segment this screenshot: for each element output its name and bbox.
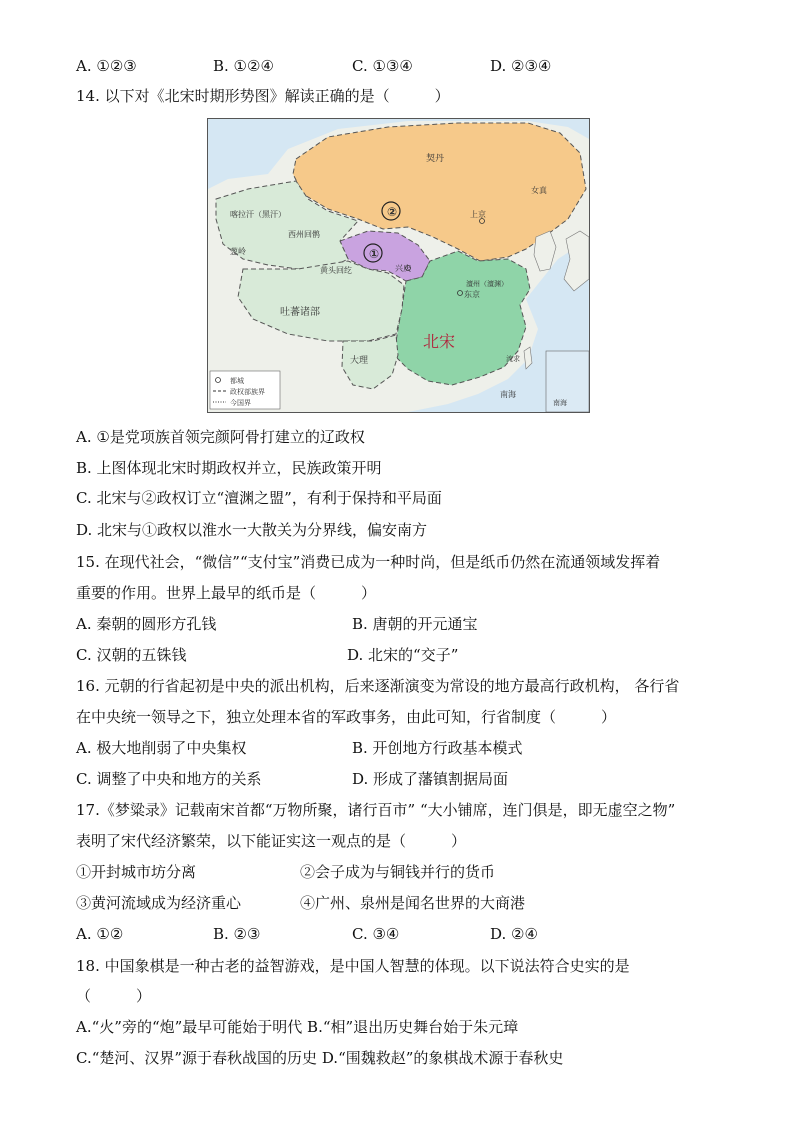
q17-statement-2: ②会子成为与铜钱并行的货币 [300, 863, 496, 881]
shangjing-label: 上京 [470, 210, 486, 219]
q15-option-d: D. 北宋的“交子” [347, 646, 459, 664]
q17-statement-3: ③黄河流域成为经济重心 [76, 894, 242, 912]
q17-option-b: B. ②③ [213, 925, 261, 943]
q15-option-c: C. 汉朝的五铢钱 [76, 646, 187, 664]
song-label: 北宋 [423, 332, 456, 351]
dali-label: 大理 [350, 356, 369, 366]
q17-stem-1: 17.《梦粱录》记载南宋首都“万物所聚，诸行百市” “大小铺席，连门俱是，即无虚空之物” [76, 801, 676, 819]
xizhou-label: 西州回鹘 [288, 230, 320, 239]
khitan-label: 契丹 [426, 154, 445, 164]
congling-label: 葱岭 [230, 247, 246, 256]
legend-modern-border: 今国界 [230, 399, 251, 407]
dongjing-label: 东京 [464, 290, 480, 299]
xingqing-label: 兴庆 [395, 264, 411, 273]
xia-marker: ① [369, 247, 380, 261]
q16-option-d: D. 形成了藩镇割据局面 [352, 770, 509, 788]
q13-option-b: B. ①②④ [213, 57, 274, 75]
q14-option-b: B. 上图体现北宋时期政权并立，民族政策开明 [76, 459, 382, 477]
nvzhen-label: 女真 [531, 186, 547, 195]
q13-option-a: A. ①②③ [76, 57, 137, 75]
q18-options-line-2: C.“楚河、汉界”源于春秋战国的历史 D.“围魏救赵”的象棋战术源于春秋史 [76, 1049, 564, 1067]
q18-options-line-1: A.“火”旁的“炮”最早可能始于明代 B.“相”退出历史舞台始于朱元璋 [76, 1018, 519, 1036]
q17-option-a: A. ①② [76, 925, 124, 943]
q16-option-a: A. 极大地削弱了中央集权 [76, 739, 247, 757]
tubo-label: 吐蕃诸部 [280, 307, 320, 318]
q16-stem-1: 16. 元朝的行省起初是中央的派出机构，后来逐渐演变为常设的地方最高行政机构， 各行省 [76, 677, 680, 695]
q17-option-c: C. ③④ [352, 925, 400, 943]
q17-option-d: D. ②④ [490, 925, 538, 943]
liao-marker: ② [387, 205, 398, 219]
q17-statement-4: ④广州、泉州是闻名世界的大商港 [300, 894, 526, 912]
legend-border: 政权部族界 [230, 388, 265, 396]
q17-statement-1: ①开封城市坊分离 [76, 863, 197, 881]
q13-option-c: C. ①③④ [352, 57, 413, 75]
q16-option-c: C. 调整了中央和地方的关系 [76, 770, 262, 788]
q15-stem-1: 15. 在现代社会，“微信”“支付宝”消费已成为一种时尚，但是纸币仍然在流通领域发挥着 [76, 553, 661, 571]
q13-option-d: D. ②③④ [490, 57, 552, 75]
q16-option-b: B. 开创地方行政基本模式 [352, 739, 523, 757]
song-period-map [207, 118, 590, 413]
karakhanid-label: 喀拉汗（黑汗） [230, 210, 286, 219]
q14-option-a: A. ①是党项族首领完颜阿骨打建立的辽政权 [76, 428, 365, 446]
q14-stem: 14. 以下对《北宋时期形势图》解读正确的是（ ） [76, 87, 450, 105]
nanhai-label: 南海 [500, 390, 516, 399]
huangtou-label: 黄头回纥 [320, 266, 352, 275]
q14-option-c: C. 北宋与②政权订立“澶渊之盟”，有利于保持和平局面 [76, 489, 442, 507]
q15-stem-2: 重要的作用。世界上最早的纸币是（ ） [76, 584, 377, 602]
q16-stem-2: 在中央统一领导之下，独立处理本省的军政事务，由此可知，行省制度（ ） [76, 708, 617, 726]
q15-option-a: A. 秦朝的圆形方孔钱 [76, 615, 217, 633]
legend-capital: 都城 [230, 377, 244, 385]
q15-option-b: B. 唐朝的开元通宝 [352, 615, 478, 633]
inset-label: 南海 [553, 399, 567, 407]
q18-stem-2: （ ） [76, 987, 152, 1005]
liuqiu-label: 流求 [506, 355, 520, 363]
q14-option-d: D. 北宋与①政权以淮水一大散关为分界线，偏安南方 [76, 521, 428, 539]
chanzhou-label: 澶州（澶渊） [466, 280, 508, 288]
q18-stem-1: 18. 中国象棋是一种古老的益智游戏，是中国人智慧的体现。以下说法符合史实的是 [76, 957, 630, 975]
q17-stem-2: 表明了宋代经济繁荣，以下能证实这一观点的是（ ） [76, 832, 467, 850]
